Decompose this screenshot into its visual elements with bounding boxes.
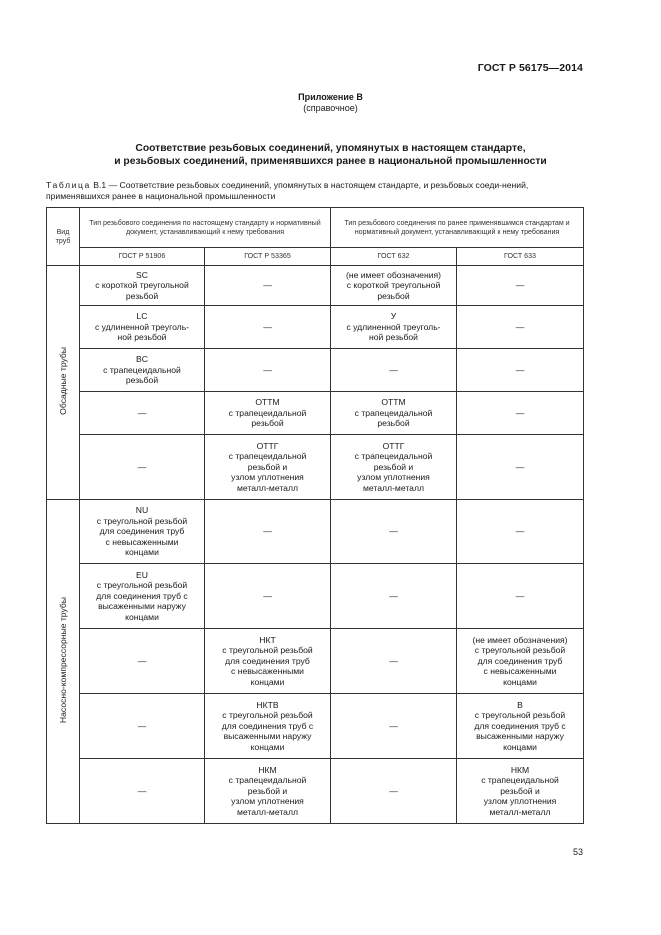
row-group-casing: [47, 266, 80, 500]
table-cell: ОТТГ с трапецеидальной резьбой и узлом уплотнения металл-металл: [205, 435, 331, 500]
table-cell: —: [80, 759, 205, 824]
table-row: [47, 629, 584, 694]
column-header-gost-633: ГОСТ 633: [457, 248, 584, 266]
table-cell: У с удлиненной треуголь- ной резьбой: [331, 306, 457, 349]
row-group-casing-label: Обсадные трубы: [57, 347, 68, 416]
page-number: 53: [572, 847, 583, 857]
row-group-tubing-label: Насосно-компрессорные трубы: [57, 597, 68, 724]
table-cell: —: [80, 694, 205, 759]
table-cell: НКМ с трапецеидальной резьбой и узлом уплотнения металл-металл: [457, 759, 584, 824]
title-line-2: и резьбовых соединений, применявшихся ранее в национальной промышленности: [114, 156, 547, 167]
table-cell: —: [205, 500, 331, 564]
table-cell: (не имеет обозначения) с треугольной резьбой для соединения труб с невысаженными концами: [457, 629, 584, 694]
table-row: [47, 435, 584, 500]
table-cell: —: [457, 392, 584, 435]
thread-correspondence-table: [46, 207, 584, 824]
column-header-gost-r-51906: ГОСТ Р 51906: [80, 248, 205, 266]
table-row: [47, 759, 584, 824]
column-header-gost-632: ГОСТ 632: [331, 248, 457, 266]
table-cell: НКТ с треугольной резьбой для соединения труб с невысаженными концами: [205, 629, 331, 694]
caption-text: В.1 — Соответствие резьбовых соединений, упомянутых в настоящем стандарте, и резьбовых соеди-нений, применявшихся ранее в национальной промышленности: [46, 180, 529, 201]
table-cell: —: [80, 435, 205, 500]
table-row: [47, 349, 584, 392]
table-cell: —: [205, 266, 331, 306]
table-cell: —: [331, 759, 457, 824]
document-title: [0, 142, 661, 168]
table-cell: ОТТМ с трапецеидальной резьбой: [205, 392, 331, 435]
table-cell: SC с короткой треугольной резьбой: [80, 266, 205, 306]
column-header-gost-r-53365: ГОСТ Р 53365: [205, 248, 331, 266]
table-cell: NU с треугольной резьбой для соединения труб с невысаженными концами: [80, 500, 205, 564]
table-caption: [46, 180, 591, 202]
annex-title: Приложение В: [298, 92, 363, 102]
column-group-current: Тип резьбового соединения по настоящему стандарту и нормативный документ, устанавливающий к нему требования: [80, 208, 331, 248]
table-cell: —: [457, 306, 584, 349]
annex-heading: [0, 92, 661, 114]
table-cell: —: [331, 500, 457, 564]
table-cell: EU с треугольной резьбой для соединения труб с высаженными наружу концами: [80, 564, 205, 629]
table-cell: —: [331, 349, 457, 392]
table-cell: ОТТМ с трапецеидальной резьбой: [331, 392, 457, 435]
table-row: [47, 392, 584, 435]
table-cell: —: [457, 500, 584, 564]
table-cell: НКТВ с треугольной резьбой для соединения труб с высаженными наружу концами: [205, 694, 331, 759]
table-row: [47, 266, 584, 306]
table-cell: ОТТГ с трапецеидальной резьбой и узлом уплотнения металл-металл: [331, 435, 457, 500]
table-cell: LC с удлиненной треуголь- ной резьбой: [80, 306, 205, 349]
table-cell: —: [457, 435, 584, 500]
table-cell: —: [457, 564, 584, 629]
table-cell: —: [331, 694, 457, 759]
column-group-previous: Тип резьбового соединения по ранее применявшимся стандартам и нормативный документ, устанавливающий к нему требования: [331, 208, 584, 248]
table-row: [47, 306, 584, 349]
table-row: [47, 694, 584, 759]
table-cell: НКМ с трапецеидальной резьбой и узлом уплотнения металл-металл: [205, 759, 331, 824]
table-cell: —: [80, 629, 205, 694]
table-row: [47, 500, 584, 564]
table-cell: (не имеет обозначения) с короткой треугольной резьбой: [331, 266, 457, 306]
table-cell: В с треугольной резьбой для соединения труб с высаженными наружу концами: [457, 694, 584, 759]
column-header-kind: Вид труб: [47, 208, 80, 266]
row-group-tubing: [47, 500, 80, 824]
table-cell: —: [331, 564, 457, 629]
table-cell: —: [205, 306, 331, 349]
table-row: [47, 564, 584, 629]
table-cell: —: [205, 349, 331, 392]
table-cell: —: [205, 564, 331, 629]
table-cell: BC с трапецеидальной резьбой: [80, 349, 205, 392]
table-cell: —: [457, 266, 584, 306]
annex-subtitle: (справочное): [303, 103, 358, 113]
document-standard-header: ГОСТ Р 56175—2014: [477, 62, 583, 74]
title-line-1: Соответствие резьбовых соединений, упомянутых в настоящем стандарте,: [135, 143, 526, 154]
table-cell: —: [331, 629, 457, 694]
caption-label: Таблица: [46, 180, 91, 190]
table-cell: —: [457, 349, 584, 392]
table-cell: —: [80, 392, 205, 435]
